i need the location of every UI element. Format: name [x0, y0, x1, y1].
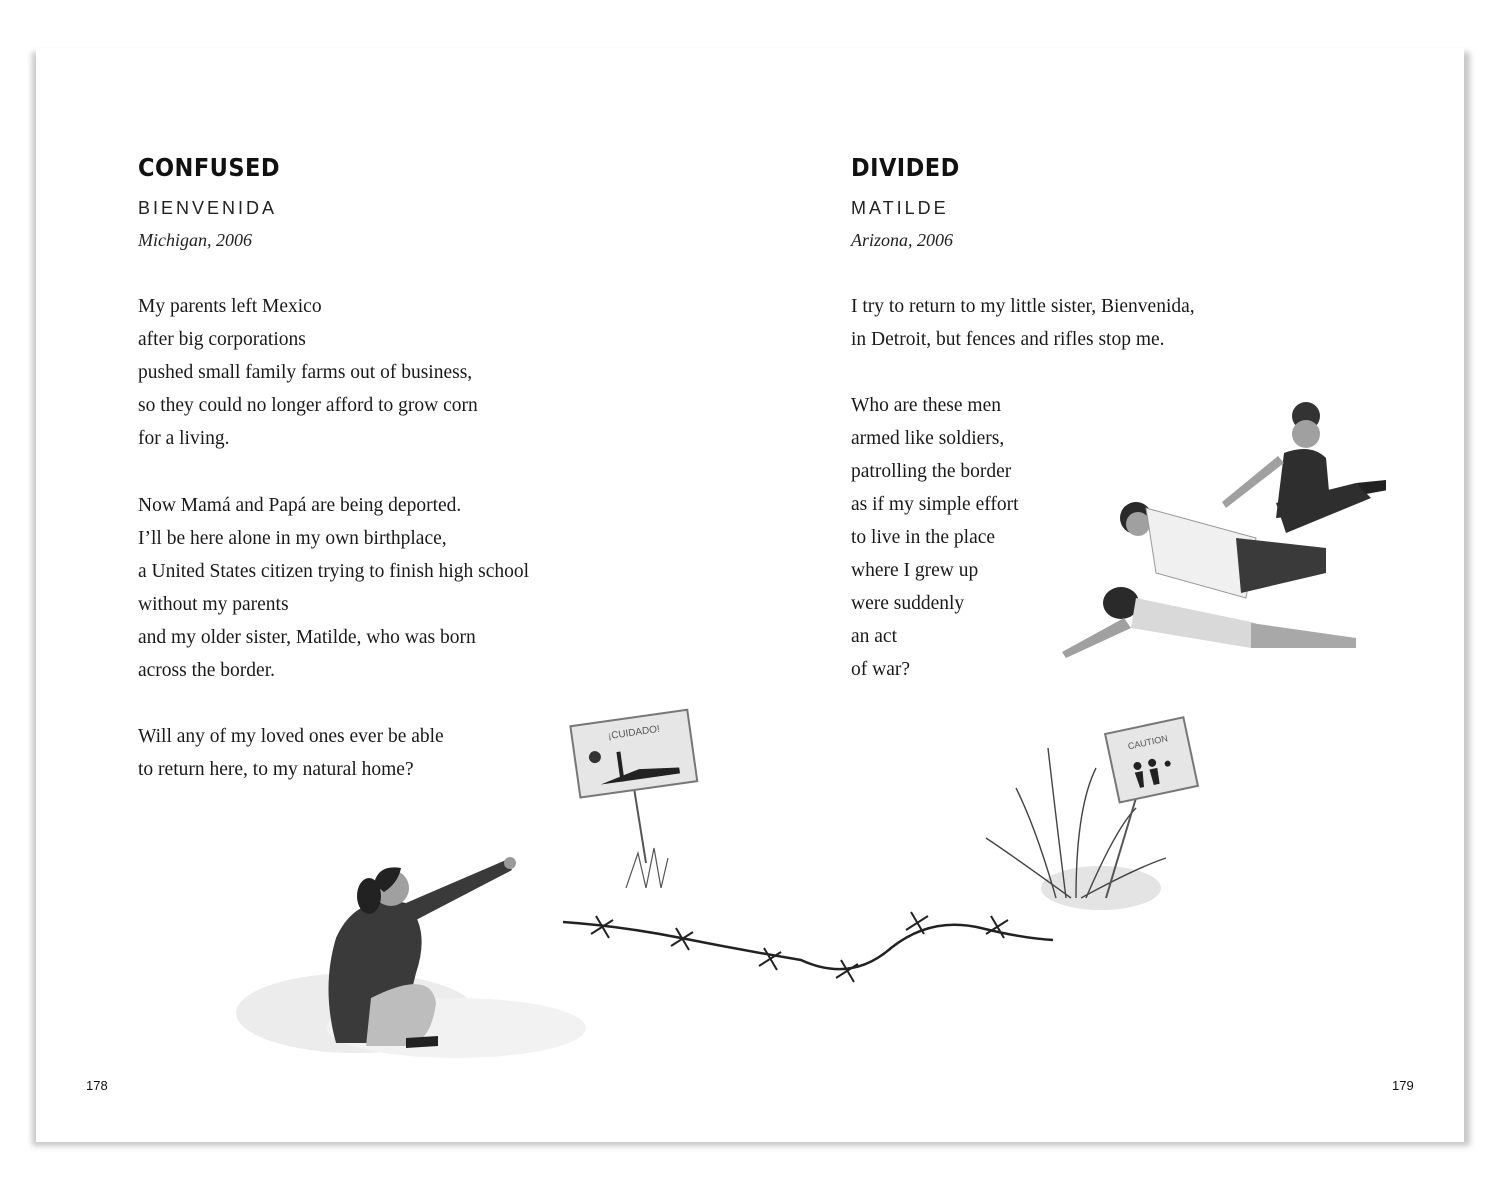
poem-line: of war? — [851, 659, 911, 680]
poem-title: DIVIDED — [851, 153, 960, 182]
caution-sign-right-illustration — [976, 708, 1216, 918]
poem-line: Now Mamá and Papá are being deported. — [138, 495, 462, 516]
poem-line: and my older sister, Matilde, who was born — [138, 627, 476, 648]
poem-line: I’ll be here alone in my own birthplace, — [138, 528, 447, 549]
poem-line: as if my simple effort — [851, 494, 1019, 515]
poem-line: where I grew up — [851, 560, 979, 581]
page-number-left: 178 — [86, 1078, 108, 1093]
poem-author: MATILDE — [851, 198, 949, 218]
poem-line: patrolling the border — [851, 461, 1012, 482]
poem-line: a United States citizen trying to finish high school — [138, 561, 530, 582]
poem-line: so they could no longer afford to grow corn — [138, 395, 478, 416]
poem-line: to return here, to my natural home? — [138, 759, 414, 780]
caution-sign-left-illustration — [566, 708, 716, 888]
poem-line: were suddenly — [851, 593, 965, 614]
poem-line: My parents left Mexico — [138, 296, 322, 317]
poem-line: in Detroit, but fences and rifles stop me. — [851, 329, 1165, 350]
flying-family-illustration — [1026, 398, 1386, 678]
sign-right-text: CAUTION — [1126, 733, 1169, 752]
poem-line: without my parents — [138, 594, 289, 615]
poem-author: BIENVENIDA — [138, 198, 278, 218]
poem-line: I try to return to my little sister, Bienvenida, — [851, 296, 1195, 317]
poem-title: CONFUSED — [138, 153, 280, 182]
poem-line: after big corporations — [138, 329, 306, 350]
poem-line: armed like soldiers, — [851, 428, 1005, 449]
poem-place-date: Michigan, 2006 — [138, 230, 252, 250]
poem-line: for a living. — [138, 428, 230, 449]
poem-line: to live in the place — [851, 527, 996, 548]
poem-line: pushed small family farms out of business, — [138, 362, 473, 383]
poem-line: across the border. — [138, 660, 275, 681]
sign-left-text: ¡CUIDADO! — [607, 723, 661, 743]
poem-line: an act — [851, 626, 898, 647]
poem-place-date: Arizona, 2006 — [851, 230, 954, 250]
poem-line: Who are these men — [851, 395, 1001, 416]
book-spread — [36, 48, 1464, 1142]
page-number-right: 179 — [1392, 1078, 1414, 1093]
poem-line: Will any of my loved ones ever be able — [138, 726, 444, 747]
